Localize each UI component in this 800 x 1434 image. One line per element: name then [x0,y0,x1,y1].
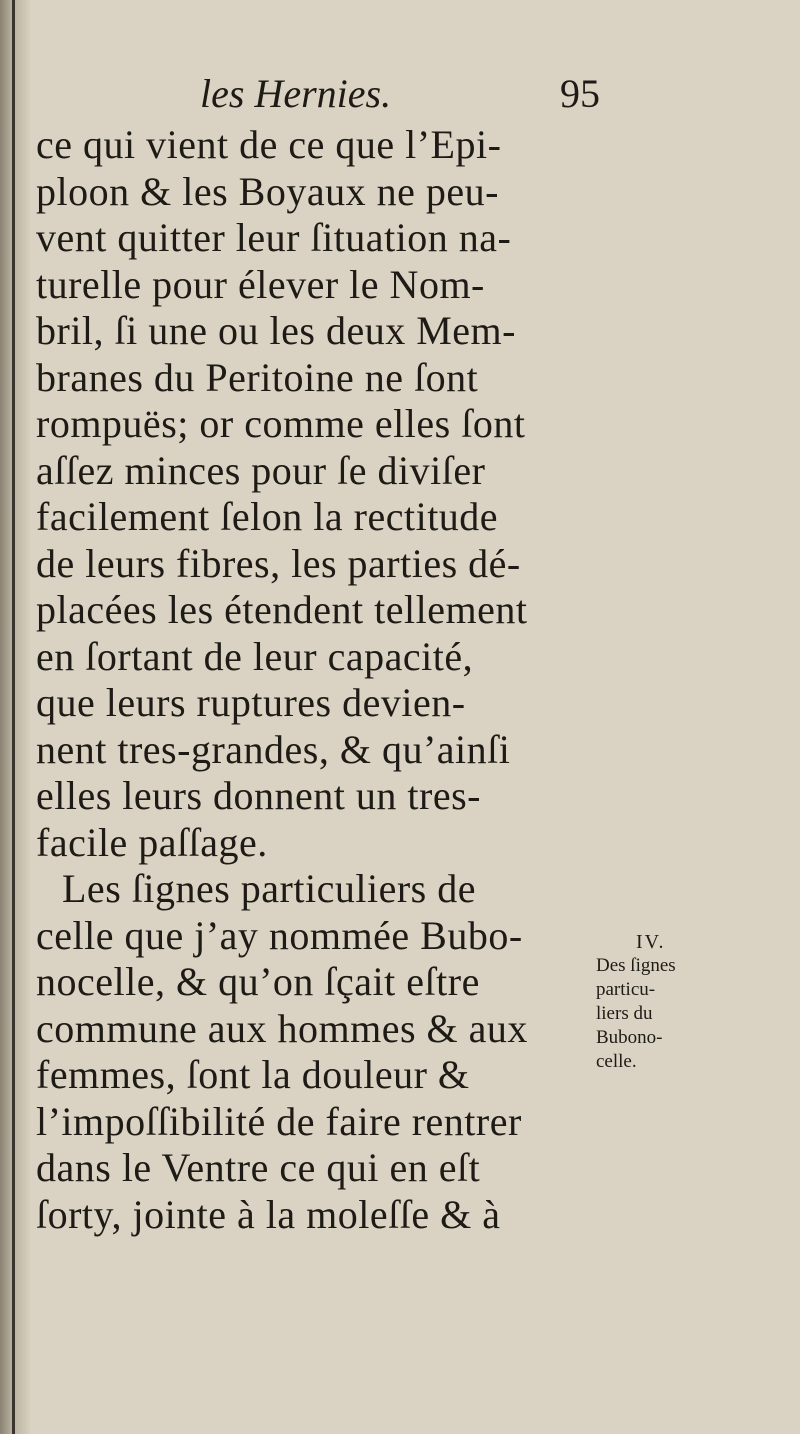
spine-shadow [0,0,30,1434]
marginal-note-number: IV. [636,931,666,953]
paragraph-start-line: Les ſignes particuliers de [62,866,476,911]
text-line: facilement ſelon la rectitude [36,494,499,539]
text-line: commune aux hommes & aux [36,1005,528,1051]
text-line: dans le Ventre ce qui en eſt [36,1145,481,1190]
text-line: turelle pour élever le Nom- [36,261,485,307]
marginal-note [596,930,696,1074]
text-line: facile paſſage. [36,819,268,865]
text-line: ploon & les Boyaux ne peu- [36,168,499,214]
text-line: bril, ſi une ou les deux Mem- [36,308,516,353]
text-line: femmes, ſont la douleur & [36,1052,470,1097]
spine-edge [12,0,15,1434]
text-line: de leurs fibres, les parties dé- [36,540,521,586]
running-title: les Hernies. [200,71,392,116]
text-line: rompuës; or comme elles ſont [36,401,526,446]
text-line: nocelle, & qu’on ſçait eſtre [36,959,480,1004]
marginal-note-line: particu- [596,979,656,1000]
text-line: en ſortant de leur capacité, [36,633,474,679]
marginal-note-line: Bubono- [596,1027,663,1048]
text-line: ſorty, jointe à la moleſſe & à [36,1191,501,1237]
marginal-note-line: liers du [596,1003,653,1024]
text-line: celle que j’ay nommée Bubo- [36,912,523,958]
page-number: 95 [560,71,600,116]
text-line: nent tres-grandes, & qu’ainſi [36,726,511,772]
text-line: elles leurs donnent un tres- [36,773,481,818]
text-line: vent quitter leur ſituation na- [36,215,512,260]
text-line: branes du Peritoine ne ſont [36,354,479,400]
page-header [200,70,600,118]
text-line: ce qui vient de ce que l’Epi- [36,122,502,167]
text-line: l’impoſſibilité de faire rentrer [36,1098,522,1144]
body-text [36,122,596,1238]
marginal-note-line: Des ſignes [596,955,676,976]
marginal-note-line: celle. [596,1051,637,1072]
text-line: placées les étendent tellement [36,587,528,632]
text-line: que leurs ruptures devien- [36,680,466,725]
text-line: aſſez minces pour ſe diviſer [36,447,486,493]
